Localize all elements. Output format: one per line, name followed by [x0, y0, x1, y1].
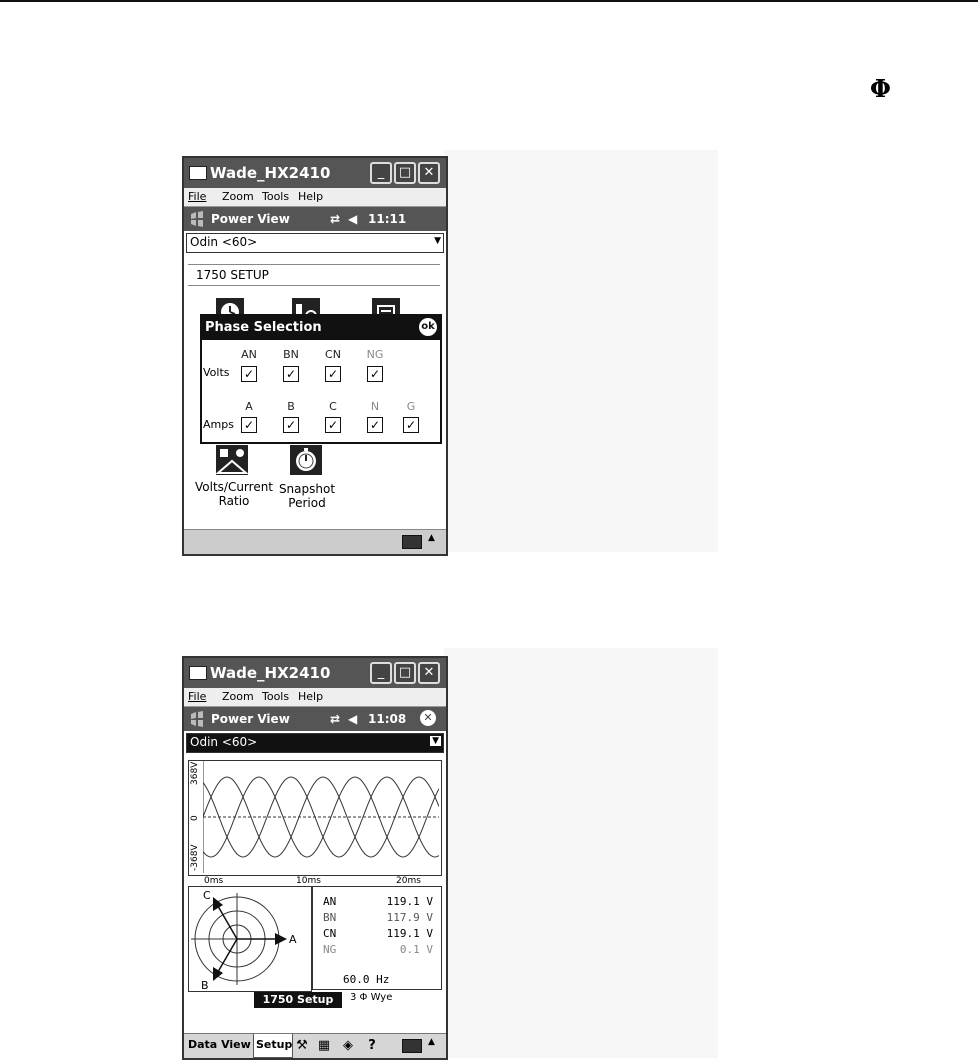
close-circle-icon[interactable]: ✕: [420, 710, 436, 726]
y-axis-top-label: 368V: [190, 761, 200, 785]
menu-help[interactable]: Help: [298, 690, 324, 703]
clock[interactable]: 11:11: [368, 212, 407, 226]
reading-name: CN: [323, 927, 337, 940]
y-axis-bottom-label: -368V: [190, 844, 200, 871]
calendar-icon[interactable]: ▦: [317, 1038, 331, 1053]
taskbar: [184, 707, 446, 731]
menu-file[interactable]: File: [188, 190, 207, 203]
menu-zoom[interactable]: Zoom: [222, 190, 254, 203]
volts-current-ratio-line1: Volts/Current: [194, 480, 274, 494]
header-cn: CN: [325, 348, 341, 361]
device-select[interactable]: [186, 733, 444, 753]
close-button[interactable]: ✕: [418, 162, 440, 184]
dialog-header: [202, 316, 440, 340]
volts-cn-checkbox[interactable]: ✓: [325, 366, 341, 382]
frequency-readout: 60.0 Hz: [343, 973, 390, 986]
app-name: Power View: [211, 712, 290, 726]
device-screen-waveform: [182, 656, 448, 1060]
window-titlebar: [184, 158, 446, 188]
menu-bar: [184, 188, 446, 207]
snapshot-period-line1: Snapshot: [278, 482, 336, 496]
header-c: C: [329, 400, 337, 413]
connectivity-icon[interactable]: ⇄: [330, 212, 341, 226]
header-bn: BN: [283, 348, 299, 361]
keyboard-icon[interactable]: [402, 535, 422, 549]
window-titlebar: [184, 658, 446, 688]
setup-tooltip: 1750 Setup: [254, 992, 342, 1008]
x-axis-label-10: 10ms: [296, 876, 321, 886]
device-screen-setup: [182, 156, 448, 556]
connectivity-icon[interactable]: ⇄: [330, 712, 341, 726]
amps-g-checkbox[interactable]: ✓: [403, 417, 419, 433]
menu-file[interactable]: File: [188, 690, 207, 703]
app-name: Power View: [211, 212, 290, 226]
waveform-traces: [203, 761, 439, 873]
reading-value: 0.1 V: [399, 943, 433, 956]
amps-a-checkbox[interactable]: ✓: [241, 417, 257, 433]
device-select-value: Odin <60>: [190, 735, 258, 749]
volts-current-ratio-line2: Ratio: [218, 494, 250, 508]
voltage-readings: [312, 886, 442, 990]
header-an: AN: [241, 348, 257, 361]
phasor-diagram[interactable]: [188, 886, 312, 992]
waveform-plot[interactable]: [188, 760, 442, 876]
header-g: G: [406, 400, 416, 413]
volts-label: Volts: [203, 366, 230, 379]
reading-value: 119.1 V: [386, 895, 433, 908]
reading-value: 117.9 V: [386, 911, 433, 924]
amps-n-checkbox[interactable]: ✓: [367, 417, 383, 433]
header-ng: NG: [366, 348, 384, 361]
snapshot-period-line2: Period: [288, 496, 326, 510]
x-axis-label-20: 20ms: [396, 876, 421, 886]
help-icon[interactable]: ?: [368, 1038, 376, 1053]
y-axis-mid-label: 0: [190, 815, 200, 821]
side-panel-2: [444, 648, 718, 1058]
header-b: B: [287, 400, 295, 413]
snapshot-period-label[interactable]: [272, 482, 342, 510]
phasor-label-b: B: [201, 979, 209, 991]
tab-data-view[interactable]: Data View: [188, 1038, 251, 1051]
input-panel-arrow-icon[interactable]: ▲: [428, 1037, 435, 1047]
tab-setup[interactable]: Setup: [256, 1038, 293, 1051]
amps-label: Amps: [203, 418, 234, 431]
keyboard-icon[interactable]: [402, 1039, 422, 1053]
menu-bar: [184, 688, 446, 707]
minimize-button[interactable]: _: [370, 162, 392, 184]
volts-an-checkbox[interactable]: ✓: [241, 366, 257, 382]
device-select-value: Odin <60>: [190, 235, 258, 249]
soft-key-bar: [184, 529, 446, 554]
input-panel-arrow-icon[interactable]: ▲: [428, 533, 435, 543]
reading-name: NG: [323, 943, 337, 956]
chevron-down-icon: ▼: [432, 736, 439, 746]
volume-icon[interactable]: ◀: [348, 212, 358, 226]
section-label-text: 1750 SETUP: [196, 268, 269, 282]
menu-tools[interactable]: Tools: [262, 690, 290, 703]
menu-tools[interactable]: Tools: [262, 190, 290, 203]
clock[interactable]: 11:08: [368, 712, 407, 726]
window-title: Wade_HX2410: [210, 664, 331, 682]
top-rule: [0, 0, 978, 2]
window-icon: [189, 166, 207, 180]
phase-symbol: Φ: [870, 74, 891, 103]
reading-name: BN: [323, 911, 337, 924]
tools-icon[interactable]: ⚒: [296, 1038, 308, 1053]
taskbar: [184, 207, 446, 231]
maximize-button[interactable]: □: [394, 662, 416, 684]
minimize-button[interactable]: _: [370, 662, 392, 684]
volts-current-ratio-icon[interactable]: [216, 445, 248, 475]
bottom-tab-bar: [184, 1033, 446, 1058]
volts-current-ratio-label[interactable]: [192, 480, 276, 508]
section-label: [188, 264, 440, 286]
phase-selection-dialog: [200, 314, 442, 444]
stopwatch-icon[interactable]: [290, 445, 322, 475]
amps-c-checkbox[interactable]: ✓: [325, 417, 341, 433]
side-panel-1: [444, 150, 718, 552]
amps-b-checkbox[interactable]: ✓: [283, 417, 299, 433]
volts-ng-checkbox[interactable]: ✓: [367, 366, 383, 382]
start-flag-icon[interactable]: [189, 710, 205, 728]
chevron-down-icon: ▼: [434, 236, 441, 246]
phasor-graphic: [189, 887, 311, 991]
x-axis-label-0: 0ms: [204, 876, 224, 886]
start-flag-icon[interactable]: [189, 210, 205, 228]
header-n: N: [370, 400, 380, 413]
reading-value: 119.1 V: [386, 927, 433, 940]
window-icon: [189, 666, 207, 680]
phasor-label-a: A: [289, 933, 297, 946]
maximize-button[interactable]: □: [394, 162, 416, 184]
window-title: Wade_HX2410: [210, 164, 331, 182]
dialog-title: Phase Selection: [205, 320, 322, 335]
device-select[interactable]: [186, 233, 444, 253]
close-button[interactable]: ✕: [418, 662, 440, 684]
reading-name: AN: [323, 895, 337, 908]
ok-button[interactable]: ok: [419, 318, 437, 336]
menu-help[interactable]: Help: [298, 190, 324, 203]
volume-icon[interactable]: ◀: [348, 712, 358, 726]
header-a: A: [245, 400, 253, 413]
config-label: 3 Φ Wye: [350, 992, 393, 1003]
volts-bn-checkbox[interactable]: ✓: [283, 366, 299, 382]
diamond-icon[interactable]: ◈: [343, 1038, 353, 1053]
phasor-label-c: C: [203, 889, 211, 902]
menu-zoom[interactable]: Zoom: [222, 690, 254, 703]
